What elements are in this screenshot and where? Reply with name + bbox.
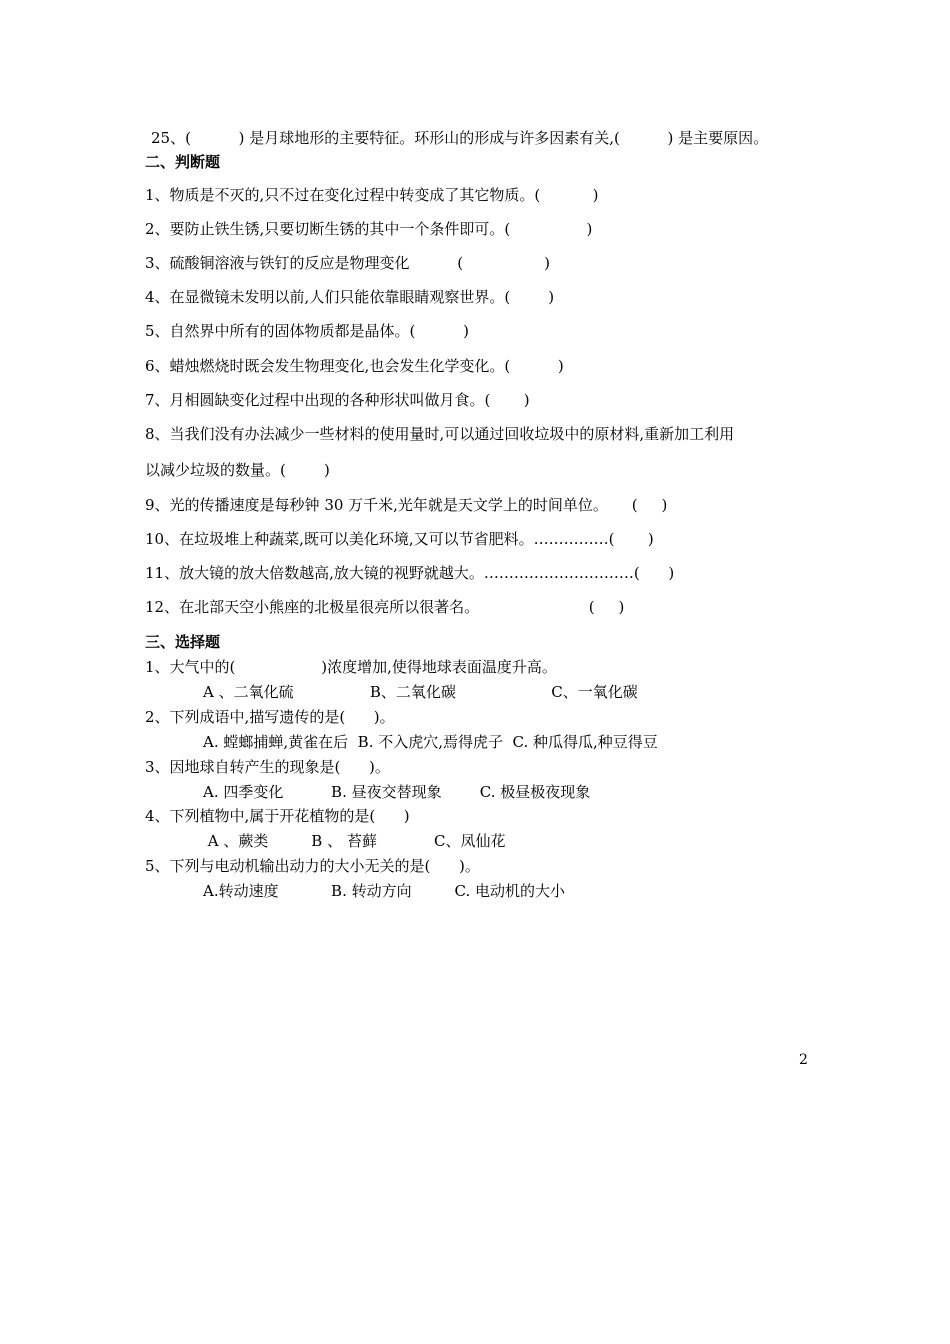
- choice-question-4: 4、下列植物中,属于开花植物的是( ): [145, 807, 410, 825]
- true-false-item-1: 1、物质是不灭的,只不过在变化过程中转变成了其它物质。( ): [145, 186, 599, 204]
- section-heading-multiple-choice: 三、选择题: [145, 633, 221, 651]
- true-false-item-4: 4、在显微镜未发明以前,人们只能依靠眼睛观察世界。( ): [145, 288, 555, 306]
- page-number: 2: [799, 1052, 808, 1068]
- true-false-item-6: 6、蜡烛燃烧时既会发生物理变化,也会发生化学变化。( ): [145, 357, 564, 375]
- choice-question-5: 5、下列与电动机输出动力的大小无关的是( )。: [145, 857, 480, 875]
- true-false-item-8-continued: 以减少垃圾的数量。( ): [145, 461, 330, 479]
- choice-options-2: A. 螳螂捕蝉,黄雀在后 B. 不入虎穴,焉得虎子 C. 种瓜得瓜,种豆得豆: [203, 733, 658, 751]
- choice-options-1: A 、二氧化硫 B、二氧化碳 C、一氧化碳: [203, 683, 638, 701]
- section-heading-true-false: 二、判断题: [145, 153, 221, 171]
- true-false-item-12: 12、在北部天空小熊座的北极星很亮所以很著名。 ( ): [145, 598, 625, 616]
- true-false-item-8: 8、当我们没有办法减少一些材料的使用量时,可以通过回收垃圾中的原材料,重新加工利用: [145, 425, 735, 443]
- true-false-item-7: 7、月相圆缺变化过程中出现的各种形状叫做月食。( ): [145, 391, 530, 409]
- true-false-item-3: 3、硫酸铜溶液与铁钉的反应是物理变化 ( ): [145, 254, 550, 272]
- true-false-item-11: 11、放大镜的放大倍数越高,放大镜的视野就越大。…………………………( ): [145, 564, 675, 582]
- true-false-item-10: 10、在垃圾堆上种蔬菜,既可以美化环境,又可以节省肥料。……………( ): [145, 530, 654, 548]
- choice-question-2: 2、下列成语中,描写遗传的是( )。: [145, 708, 395, 726]
- question-25: 25、( ) 是月球地形的主要特征。环形山的形成与许多因素有关,( ) 是主要原因。: [151, 129, 769, 147]
- choice-options-3: A. 四季变化 B. 昼夜交替现象 C. 极昼极夜现象: [203, 783, 591, 801]
- choice-question-3: 3、因地球自转产生的现象是( )。: [145, 758, 390, 776]
- true-false-item-9: 9、光的传播速度是每秒钟 30 万千米,光年就是天文学上的时间单位。 ( ): [145, 496, 668, 514]
- true-false-item-5: 5、自然界中所有的固体物质都是晶体。( ): [145, 322, 469, 340]
- true-false-item-2: 2、要防止铁生锈,只要切断生锈的其中一个条件即可。( ): [145, 220, 593, 238]
- choice-options-4: A 、蕨类 B 、 苔藓 C、凤仙花: [203, 832, 506, 850]
- choice-options-5: A.转动速度 B. 转动方向 C. 电动机的大小: [203, 882, 566, 900]
- choice-question-1: 1、大气中的( )浓度增加,使得地球表面温度升高。: [145, 658, 557, 676]
